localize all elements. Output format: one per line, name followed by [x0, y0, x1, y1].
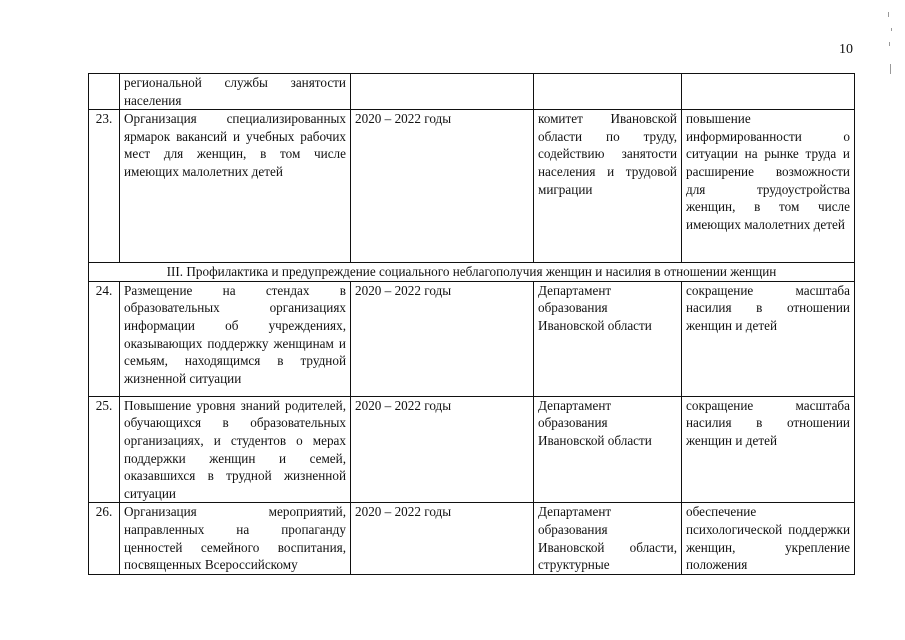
- row-number: 25.: [89, 396, 120, 503]
- page-number: 10: [839, 42, 853, 57]
- section-header: III. Профилактика и предупреждение социального неблагополучия женщин и насилия в отношении женщин: [89, 263, 855, 282]
- table-row: [89, 110, 855, 263]
- table-row: [89, 396, 855, 503]
- table-row-continuation: [89, 74, 855, 110]
- row-number: 26.: [89, 503, 120, 574]
- section-header-row: [89, 263, 855, 282]
- executor-cell: Департамент образования Ивановской области, структурные: [534, 503, 682, 574]
- table-row: [89, 503, 855, 574]
- result-cell: повышение информированности о ситуации на рынке труда и расширение возможности для трудоустройства женщин, в том числе имеющих малолетних детей: [682, 110, 855, 263]
- measures-table: [88, 73, 855, 575]
- margin-scan-marks: [885, 8, 897, 88]
- result-cell: сокращение масштаба насилия в отношении женщин и детей: [682, 281, 855, 396]
- period-cell: 2020 – 2022 годы: [351, 503, 534, 574]
- period-cell: 2020 – 2022 годы: [351, 396, 534, 503]
- measure-cell: Организация специализированных ярмарок вакансий и учебных рабочих мест для женщин, в том числе имеющих малолетних детей: [120, 110, 351, 263]
- row-number: [89, 74, 120, 110]
- row-number: 23.: [89, 110, 120, 263]
- measure-cell: региональной службы занятости населения: [120, 74, 351, 110]
- result-cell: сокращение масштаба насилия в отношении женщин и детей: [682, 396, 855, 503]
- executor-cell: комитет Ивановской области по труду, содействию занятости населения и трудовой миграции: [534, 110, 682, 263]
- measure-cell: Размещение на стендах в образовательных организациях информации об учреждениях, оказывающих поддержку женщинам и семьям, находящимся в трудной жизненной ситуации: [120, 281, 351, 396]
- table-row: [89, 281, 855, 396]
- measure-cell: Организация мероприятий, направленных на пропаганду ценностей семейного воспитания, посвященных Всероссийскому: [120, 503, 351, 574]
- result-cell: [682, 74, 855, 110]
- period-cell: 2020 – 2022 годы: [351, 281, 534, 396]
- executor-cell: Департамент образования Ивановской области: [534, 396, 682, 503]
- measure-cell: Повышение уровня знаний родителей, обучающихся в образовательных организациях, и студентов о мерах поддержки женщин и семей, оказавшихся в трудной жизненной ситуации: [120, 396, 351, 503]
- period-cell: 2020 – 2022 годы: [351, 110, 534, 263]
- executor-cell: Департамент образования Ивановской области: [534, 281, 682, 396]
- row-number: 24.: [89, 281, 120, 396]
- period-cell: [351, 74, 534, 110]
- executor-cell: [534, 74, 682, 110]
- result-cell: обеспечение психологической поддержки женщин, укрепление положения: [682, 503, 855, 574]
